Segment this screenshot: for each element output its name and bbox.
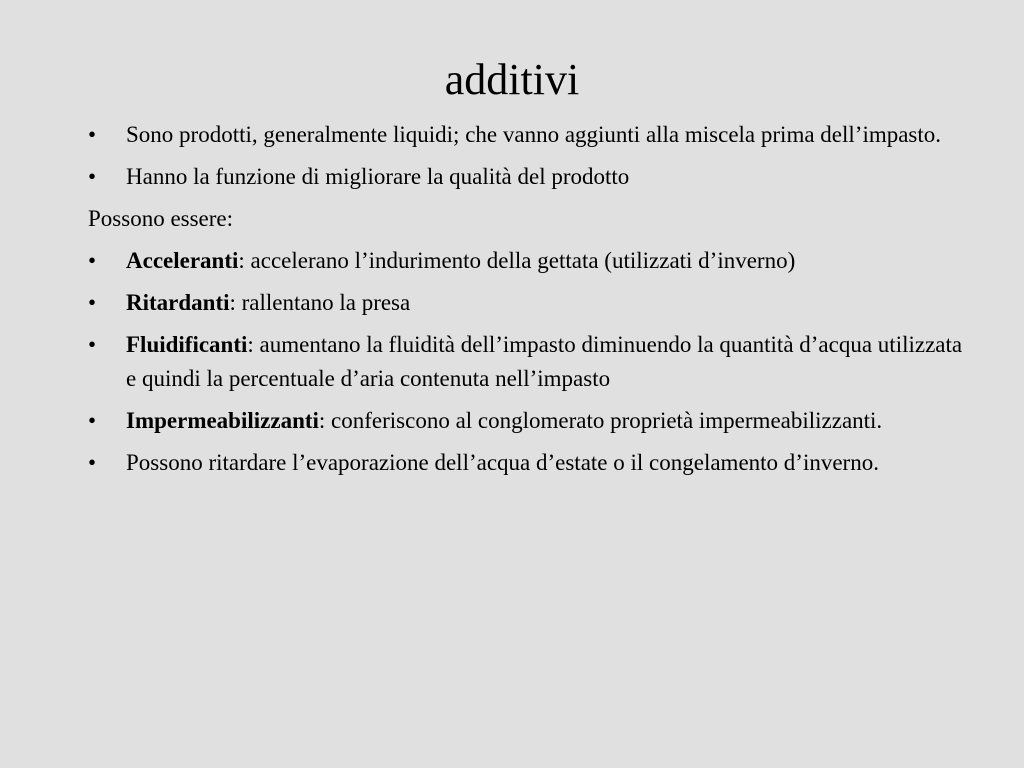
bullet-icon: • [88, 122, 97, 147]
plain-text-line [88, 202, 968, 236]
bullet-item [88, 160, 968, 194]
bullet-icon: • [88, 164, 97, 189]
slide-content [88, 118, 968, 488]
bullet-text: : aumentano la fluidità dell’impasto diminuendo la quantità d’acqua utilizzata e quindi la percentuale d’aria contenuta nell’impasto [126, 332, 963, 391]
bullet-item [88, 118, 968, 152]
bullet-icon: • [88, 450, 97, 475]
bullet-item [88, 446, 968, 480]
bullet-text: Hanno la funzione di migliorare la qualità del prodotto [126, 164, 630, 189]
bullet-text: : rallentano la presa [229, 290, 411, 315]
bullet-term: Acceleranti [126, 248, 239, 273]
bullet-icon: • [88, 408, 97, 433]
plain-text: Possono essere: [88, 206, 234, 231]
bullet-item [88, 286, 968, 320]
bullet-term: Ritardanti [126, 290, 230, 315]
bullet-item [88, 244, 968, 278]
bullet-text: Possono ritardare l’evaporazione dell’acqua d’estate o il congelamento d’inverno. [126, 450, 879, 475]
bullet-icon: • [88, 248, 97, 273]
bullet-icon: • [88, 290, 97, 315]
bullet-item [88, 404, 968, 438]
slide-title: additivi [444, 55, 580, 104]
bullet-text: : accelerano l’indurimento della gettata (utilizzati d’inverno) [238, 248, 796, 273]
bullet-text: Sono prodotti, generalmente liquidi; che vanno aggiunti alla miscela prima dell’impasto. [126, 122, 942, 147]
bullet-term: Impermeabilizzanti [126, 408, 319, 433]
bullet-text: : conferiscono al conglomerato proprietà impermeabilizzanti. [318, 408, 883, 433]
bullet-term: Fluidificanti [126, 332, 248, 357]
bullet-icon: • [88, 332, 97, 357]
bullet-item [88, 328, 968, 396]
